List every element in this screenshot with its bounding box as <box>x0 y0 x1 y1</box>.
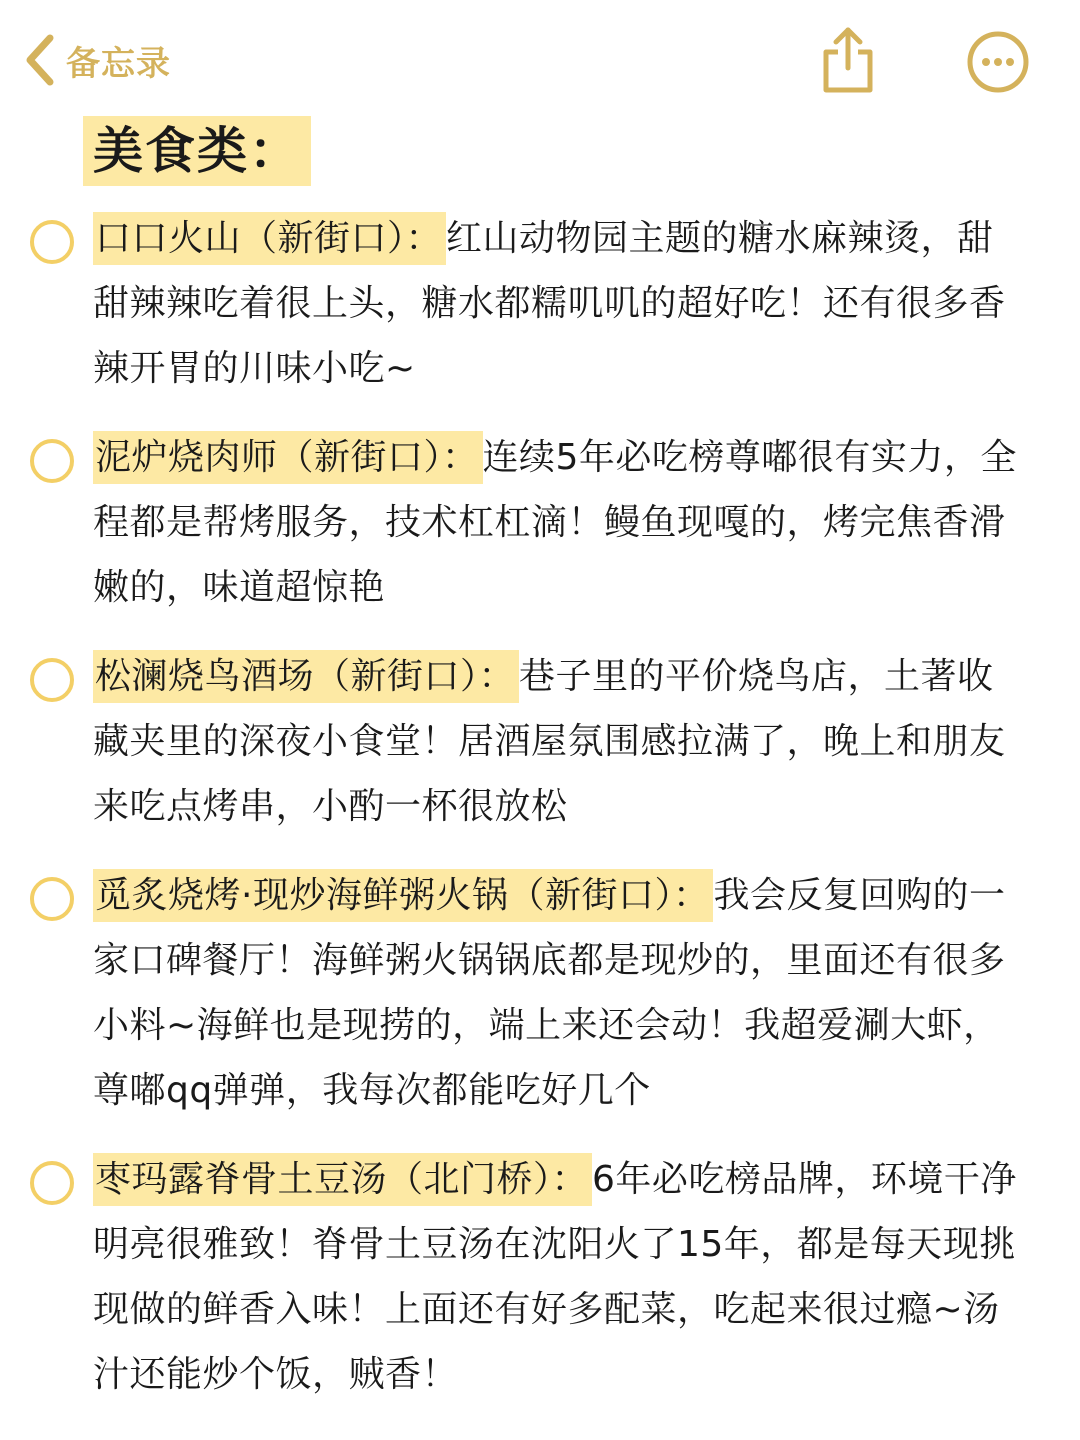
list-item <box>0 863 1080 1123</box>
chevron-left-icon <box>22 34 56 86</box>
share-button[interactable] <box>818 24 878 96</box>
checkbox[interactable] <box>30 220 74 264</box>
section-title: 美食类： <box>83 116 311 186</box>
more-icon <box>966 30 1030 94</box>
item-text <box>93 863 1018 1123</box>
item-name: 枣玛露脊骨土豆汤（北门桥）： <box>93 1153 592 1206</box>
food-list <box>0 206 1080 1431</box>
list-item <box>0 644 1080 839</box>
top-bar <box>0 0 1080 120</box>
back-button[interactable] <box>22 34 171 86</box>
list-item <box>0 1147 1080 1407</box>
checkbox[interactable] <box>30 439 74 483</box>
item-name: 口口火山（新街口）： <box>93 212 446 265</box>
item-description: 6年必吃榜品牌，环境干净明亮很雅致！脊骨土豆汤在沈阳火了15年，都是每天现挑现做的鲜香入味！上面还有好多配菜，吃起来很过瘾~汤汁还能炒个饭，贼香！ <box>93 1159 1017 1395</box>
item-description: 巷子里的平价烧鸟店，土著收藏夹里的深夜小食堂！居酒屋氛围感拉满了，晚上和朋友来吃点烤串，小酌一杯很放松 <box>93 656 1006 827</box>
item-name: 泥炉烧肉师（新街口）： <box>93 431 483 484</box>
back-label: 备忘录 <box>66 43 171 84</box>
item-text <box>93 644 1018 839</box>
item-text <box>93 425 1018 620</box>
checkbox[interactable] <box>30 877 74 921</box>
list-item <box>0 206 1080 401</box>
item-description: 红山动物园主题的糖水麻辣烫，甜甜辣辣吃着很上头，糖水都糯叽叽的超好吃！还有很多香辣开胃的川味小吃~ <box>93 218 1006 389</box>
item-name: 松澜烧鸟酒场（新街口）： <box>93 650 519 703</box>
item-text <box>93 1147 1018 1407</box>
checkbox[interactable] <box>30 1161 74 1205</box>
item-description: 连续5年必吃榜尊嘟很有实力，全程都是帮烤服务，技术杠杠滴！鳗鱼现嘎的，烤完焦香滑嫩的，味道超惊艳 <box>93 437 1017 608</box>
item-description: 我会反复回购的一家口碑餐厅！海鲜粥火锅锅底都是现炒的，里面还有很多小料~海鲜也是现捞的，端上来还会动！我超爱涮大虾，尊嘟qq弹弹，我每次都能吃好几个 <box>93 875 1006 1111</box>
more-button[interactable] <box>966 30 1030 94</box>
list-item <box>0 425 1080 620</box>
item-text <box>93 206 1018 401</box>
item-name: 觅炙烧烤·现炒海鲜粥火锅（新街口）： <box>93 869 713 922</box>
share-icon <box>818 24 878 96</box>
checkbox[interactable] <box>30 658 74 702</box>
